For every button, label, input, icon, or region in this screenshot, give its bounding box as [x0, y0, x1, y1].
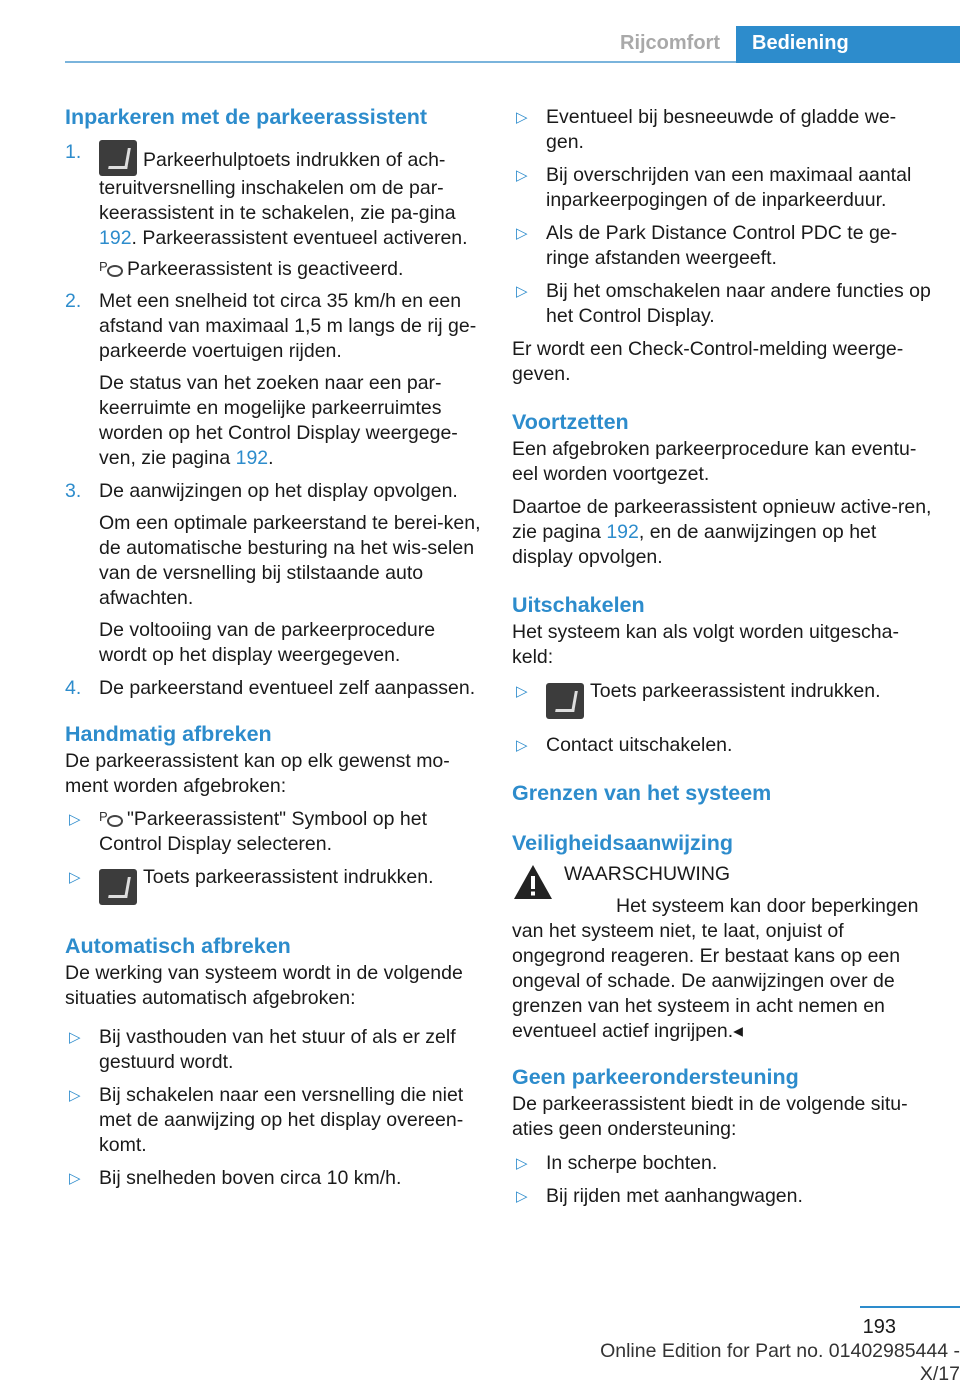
park-assist-button-icon — [99, 140, 137, 176]
list-item: ▷ Eventueel bij besneeuwde of gladde we-gen. — [516, 106, 897, 153]
paragraph: De werking van systeem wordt in de volgende situaties automatisch afgebroken: — [65, 962, 463, 1009]
step-text: De aanwijzingen op het display opvolgen. — [99, 480, 458, 502]
warning-text: Het systeem kan door beperkingen van het systeem niet, te laat, onjuist of ongegrond reageren. Er bestaat kans op een ongeval of schade. De aanwijzingen over de grenzen van het systeem in acht nemen en eventueel actief ingrijpen.◂ — [512, 895, 919, 1042]
list-item: ▷ In scherpe bochten. — [516, 1152, 718, 1174]
heading-grenzen: Grenzen van het systeem — [512, 781, 772, 805]
list-item: ▷ Bij snelheden boven circa 10 km/h. — [69, 1167, 402, 1189]
heading-voortzetten: Voortzetten — [512, 410, 629, 434]
step-text: . Parkeerassistent eventueel activeren. — [131, 227, 468, 249]
list-item: ▷ Bij overschrijden van een maximaal aantal inparkeerpogingen of de inparkeerduur. — [516, 164, 912, 211]
warning-box — [512, 862, 932, 1044]
page-link[interactable]: 192 — [99, 227, 132, 249]
paragraph: Er wordt een Check-Control-melding weerge-geven. — [512, 338, 904, 385]
bullet-triangle-icon: ▷ — [69, 1170, 81, 1187]
heading-veiligheid: Veiligheidsaanwijzing — [512, 831, 734, 855]
footer-rule — [860, 1306, 960, 1308]
list-item: ▷ Bij het omschakelen naar andere functies op het Control Display. — [516, 280, 931, 327]
paragraph: Het systeem kan als volgt worden uitgescha-keld: — [512, 621, 899, 668]
left-column — [65, 100, 485, 1191]
step-number: 4. — [65, 677, 82, 699]
list-item: ▷ Bij vasthouden van het stuur of als er zelf gestuurd wordt. — [69, 1026, 456, 1073]
right-column — [512, 105, 932, 1209]
park-assist-button-icon — [546, 683, 584, 719]
list-item: ▷ P "Parkeerassistent" Symbool op het Control Display selecteren. — [65, 807, 485, 857]
page-link[interactable]: 192 — [606, 521, 639, 543]
header-section: Rijcomfort — [620, 32, 720, 54]
step-note: Om een optimale parkeerstand te berei-ken, de automatische besturing na het wis-selen van de versnelling bij stilstaande auto afwachten. — [99, 512, 481, 609]
list-item: ▷ Contact uitschakelen. — [516, 734, 733, 756]
step-2 — [65, 289, 485, 471]
paragraph: De parkeerassistent kan op elk gewenst mo-ment worden afgebroken: — [65, 750, 450, 797]
heading-automatisch: Automatisch afbreken — [65, 934, 291, 958]
warning-triangle-icon — [512, 862, 554, 902]
step-number: 2. — [65, 290, 82, 312]
bullet-triangle-icon: ▷ — [516, 683, 528, 700]
park-assist-button-icon — [99, 869, 137, 905]
bullet-triangle-icon: ▷ — [69, 869, 81, 886]
page-link[interactable]: 192 — [235, 447, 269, 469]
park-assist-symbol-icon — [99, 808, 121, 828]
bullet-triangle-icon: ▷ — [516, 737, 528, 754]
park-assist-symbol-icon — [99, 258, 121, 278]
warning-title: WAARSCHUWING — [564, 863, 731, 885]
bullet-triangle-icon: ▷ — [516, 283, 528, 300]
step-number: 1. — [65, 141, 82, 163]
step-note: De status van het zoeken naar een par-keerruimte en mogelijke parkeerruimtes worden op het Control Display weergege-ven, zie pagina — [99, 372, 458, 469]
step-text: De parkeerstand eventueel zelf aanpassen. — [99, 677, 476, 699]
heading-inparkeren: Inparkeren met de parkeerassistent — [65, 105, 428, 129]
list-item: ▷ Bij schakelen naar een versnelling die niet met de aanwijzing op het display overeen-komt. — [69, 1084, 464, 1156]
step-text: Parkeerhulptoets indrukken of ach-teruitversnelling inschakelen om de par-keerassistent in te schakelen, zie pa-gina — [99, 149, 456, 224]
header-chapter: Bediening — [736, 26, 960, 63]
step-note: . — [268, 447, 274, 469]
heading-geen: Geen parkeerondersteuning — [512, 1065, 799, 1089]
step-note: Parkeerassistent is geactiveerd. — [127, 258, 404, 280]
paragraph: Een afgebroken parkeerprocedure kan eventu-eel worden voortgezet. — [512, 438, 917, 485]
bullet-triangle-icon: ▷ — [69, 1029, 81, 1046]
paragraph: Daartoe de parkeerassistent opnieuw active-ren, zie pagina 192, en de aanwijzingen op het display opvolgen. — [512, 496, 932, 568]
page-number: 193 — [862, 1316, 896, 1338]
list-item: ▷ Toets parkeerassistent indrukken. — [65, 865, 485, 905]
step-4 — [65, 676, 485, 701]
footer-edition: Online Edition for Part no. 01402985444 - X/17 — [600, 1340, 960, 1385]
list-item: ▷ Bij rijden met aanhangwagen. — [516, 1185, 803, 1207]
paragraph: De parkeerassistent biedt in de volgende situ-aties geen ondersteuning: — [512, 1093, 908, 1140]
bullet-triangle-icon: ▷ — [516, 167, 528, 184]
heading-uitschakelen: Uitschakelen — [512, 593, 645, 617]
step-text: Met een snelheid tot circa 35 km/h en een afstand van maximaal 1,5 m langs de rij ge-parkeerde voertuigen rijden. — [99, 290, 477, 362]
bullet-triangle-icon: ▷ — [516, 109, 528, 126]
bullet-triangle-icon: ▷ — [69, 1087, 81, 1104]
step-note: De voltooiing van de parkeerprocedure wordt op het display weergegeven. — [99, 619, 436, 666]
list-item: ▷ Als de Park Distance Control PDC te ge-ringe afstanden weergeeft. — [516, 222, 898, 269]
bullet-triangle-icon: ▷ — [69, 811, 81, 828]
bullet-triangle-icon: ▷ — [516, 1188, 528, 1205]
step-3 — [65, 479, 485, 668]
bullet-triangle-icon: ▷ — [516, 225, 528, 242]
step-number: 3. — [65, 480, 82, 502]
step-1 — [65, 140, 485, 282]
heading-handmatig: Handmatig afbreken — [65, 722, 272, 746]
bullet-triangle-icon: ▷ — [516, 1155, 528, 1172]
list-item: ▷ Toets parkeerassistent indrukken. — [512, 679, 932, 719]
